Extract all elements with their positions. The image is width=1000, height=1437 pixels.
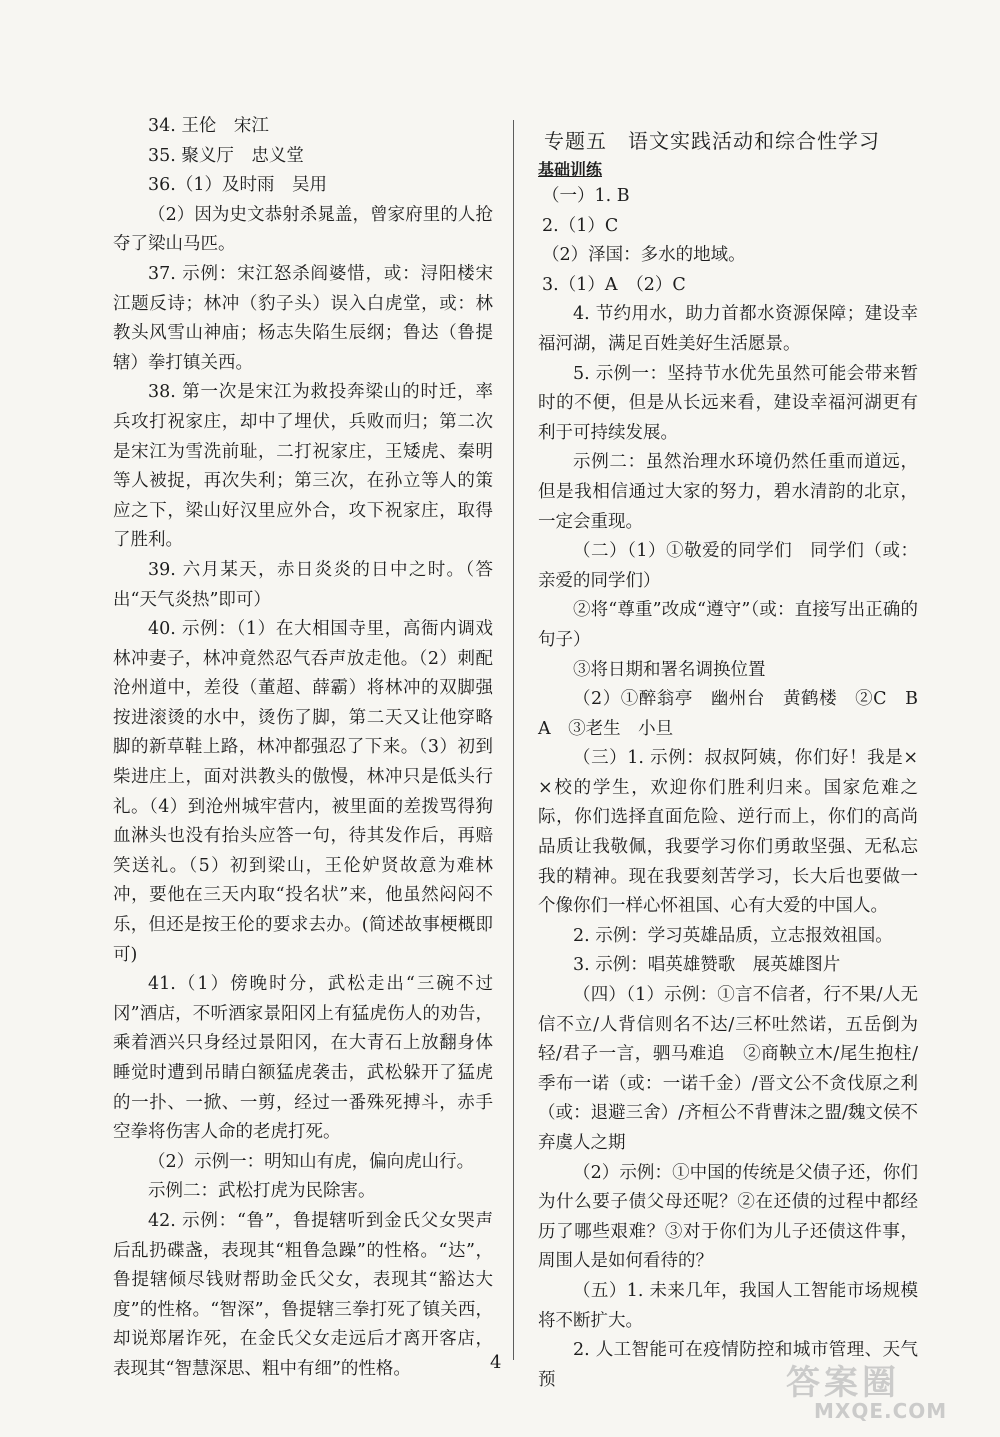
subheading: 基础训练 [538,160,603,179]
left-column [113,112,493,1385]
answer-paragraph: 2. 人工智能可在疫情防控和城市管理、天气预 [538,1340,918,1390]
answer-paragraph: 示例二：武松打虎为民除害。 [148,1181,376,1202]
watermark-url: MXQE.COM [814,1399,948,1423]
answer-paragraph: 示例二：虽然治理水环境仍然任重而道远，但是我相信通过大家的努力，碧水清韵的北京，一定会重现。 [538,452,918,532]
answer-paragraph: 3.（1）A （2）C [542,274,686,295]
answer-paragraph: 38. 第一次是宋江为救投奔梁山的时迁，率兵攻打祝家庄，却中了埋伏，兵败而归；第二次是宋江为雪洗前耻，二打祝家庄，王矮虎、秦明等人被捉，再次失利；第三次，在孙立等人的策应之下，梁山好汉里应外合，攻下祝家庄，取得了胜利。 [113,382,493,551]
answer-paragraph: ②将“尊重”改成“遵守”（或：直接写出正确的句子） [538,600,918,650]
answer-paragraph: 41.（1）傍晚时分，武松走出“三碗不过冈”酒店，不听酒家景阳冈上有猛虎伤人的劝告，乘着酒兴只身经过景阳冈，在大青石上放翻身体睡觉时遭到吊睛白额猛虎袭击，武松躲开了猛虎的一扑、一掀、一剪，经过一番殊死搏斗，赤手空拳将伤害人命的老虎打死。 [113,974,493,1143]
section-title: 专题五 语文实践活动和综合性学习 [544,129,880,153]
answer-paragraph: 4. 节约用水，助力首都水资源保障；建设幸福河湖，满足百姓美好生活愿景。 [538,304,918,354]
answer-paragraph: 3. 示例：唱英雄赞歌 展英雄图片 [573,955,841,976]
answer-paragraph: 34. 王伦 宋江 [148,116,269,136]
answer-paragraph: 35. 聚义厅 忠义堂 [148,145,304,166]
answer-paragraph: （一）1. B [542,186,630,206]
answer-paragraph: 37. 示例：宋江怒杀阎婆惜，或：浔阳楼宋江题反诗；林冲（豹子头）误入白虎堂，或：林教头风雪山神庙；杨志失陷生辰纲；鲁达（鲁提辖）拳打镇关西。 [113,263,493,373]
page-number: 4 [490,1352,502,1373]
answer-paragraph: 39. 六月某天，赤日炎炎的日中之时。（答出“天气炎热”即可） [113,559,493,610]
watermark-main: 答案圈 [786,1363,900,1403]
answer-paragraph: 40. 示例：（1）在大相国寺里，高衙内调戏林冲妻子，林冲竟然忍气吞声放走他。（2）刺配沧州道中，差役（董超、薛霸）将林冲的双脚强按进滚烫的水中，烫伤了脚，第二天又让他穿略脚的新草鞋上路，林冲都强忍了下来。（3）初到柴进庄上，面对洪教头的傲慢，林冲只是低头行礼。（4）到沧州城牢营内，被里面的差拨骂得狗血淋头也没有抬头应答一句，待其发作后，再赔笑送礼。（5）初到梁山，王伦妒贤故意为难林冲，要他在三天内取“投名状”来，他虽然闷闷不乐，但还是按王伦的要求去办。(简述故事梗概即可) [113,619,493,965]
answer-paragraph: （2）示例：①中国的传统是父债子还，你们为什么要子债父母还呢？②在还债的过程中都经历了哪些艰难？③对于你们为儿子还债这件事，周围人是如何看待的？ [538,1162,918,1272]
answer-paragraph: （五）1. 未来几年，我国人工智能市场规模将不断扩大。 [538,1280,918,1331]
answer-paragraph: （二）（1）①敬爱的同学们 同学们（或：亲爱的同学们） [538,541,918,591]
answer-paragraph: （2）①醉翁亭 幽州台 黄鹤楼 ②C B A ③老生 小旦 [538,689,936,739]
column-divider [513,120,514,1360]
answer-paragraph: 42. 示例：“鲁”，鲁提辖听到金氏父女哭声后乱扔碟盏，表现其“粗鲁急躁”的性格。“达”，鲁提辖倾尽钱财帮助金氏父女，表现其“豁达大度”的性格。“智深”，鲁提辖三拳打死了镇关西，却说郑屠诈死，在金氏父女走远后才离开客店，表现其“智慧深思、粗中有细”的性格。 [113,1210,493,1379]
answer-paragraph: 36.（1）及时雨 吴用 [148,175,327,196]
watermark-logo [780,1355,980,1425]
answer-paragraph: （2）泽国：多水的地域。 [542,245,746,266]
answer-paragraph: 2. 示例：学习英雄品质，立志报效祖国。 [573,925,893,946]
answer-paragraph: 5. 示例一：坚持节水优先虽然可能会带来暂时的不便，但是从长远来看，建设幸福河湖更有利于可持续发展。 [538,363,918,443]
answer-paragraph: （2）因为史文恭射杀晁盖，曾家府里的人抢夺了梁山马匹。 [113,204,493,255]
right-column [538,112,936,1395]
answer-paragraph: 2.（1）C [542,215,619,236]
right-paragraphs [538,182,936,1395]
answer-paragraph: （四）（1）示例：①言不信者，行不果/人无信不立/人背信则名不达/三杯吐然诺，五岳倒为轻/君子一言，驷马难追 ②商鞅立木/尾生抱柱/季布一诺（或：一诺千金）/晋文公不贪伐原之利（或：退避三舍）/齐桓公不背曹沫之盟/魏文侯不弃虞人之期 [538,985,918,1153]
answer-paragraph: （2）示例一：明知山有虎，偏向虎山行。 [148,1151,475,1172]
answer-paragraph: ③将日期和署名调换位置 [573,659,766,680]
answer-paragraph: （三）1. 示例：叔叔阿姨，你们好！我是××校的学生，欢迎你们胜利归来。国家危难之际，你们选择直面危险、逆行而上，你们的高尚品质让我敬佩，我要学习你们勇敢坚强、无私忘我的精神。现在我要刻苦学习，长大后也要做一个像你们一样心怀祖国、心有大爱的中国人。 [538,748,918,917]
